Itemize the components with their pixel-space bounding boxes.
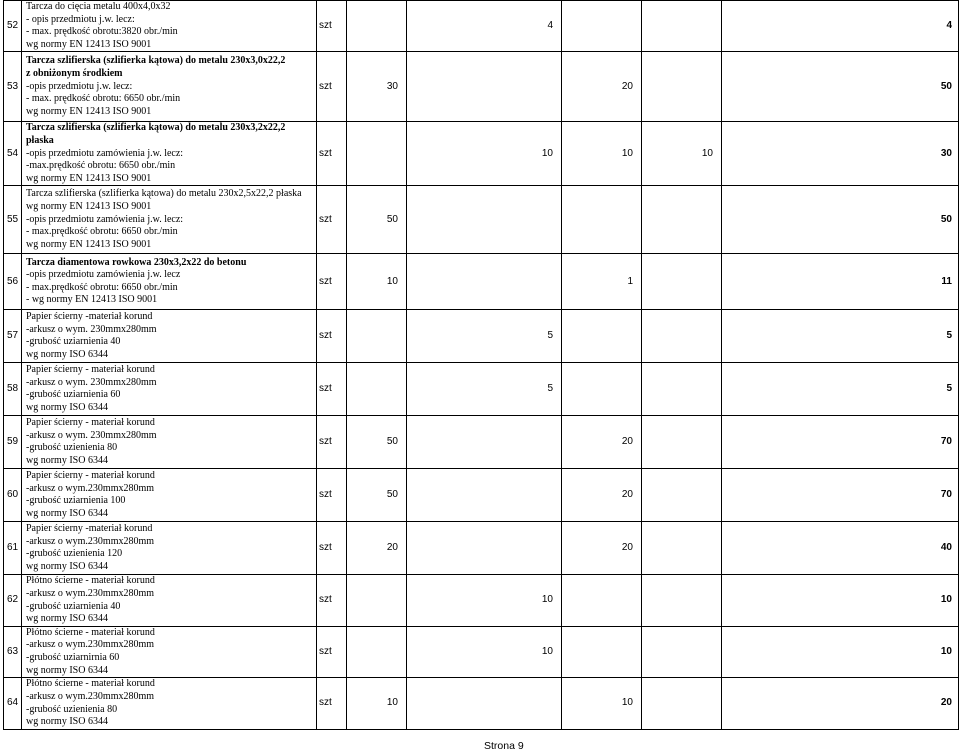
description-line: wg normy ISO 6344 [26, 348, 108, 360]
description-line: -grubość uzienienia 120 [26, 548, 123, 560]
quantity-cell: 10 [347, 254, 407, 310]
quantity-cell: 10 [562, 678, 642, 730]
page-number: Strona 9 [484, 740, 524, 752]
quantity-cell [562, 626, 642, 677]
item-description [22, 522, 317, 575]
description-line: Tarcza szlifierska (szlifierka kątowa) do metalu 230x2,5x22,2 płaska [26, 188, 302, 200]
table-row [4, 363, 959, 416]
quantity-cell [347, 363, 407, 416]
quantity-cell: 20 [562, 469, 642, 522]
description-line: wg normy EN 12413 ISO 9001 [26, 38, 152, 50]
table-row [4, 310, 959, 363]
quantity-cell: 50 [347, 469, 407, 522]
unit-cell: szt [317, 1, 347, 52]
row-number: 61 [4, 522, 22, 575]
row-number: 52 [4, 1, 22, 52]
row-number: 57 [4, 310, 22, 363]
unit-cell: szt [317, 522, 347, 575]
description-line: -arkusz o wym.230mmx280mm [26, 482, 155, 494]
quantity-cell [642, 522, 722, 575]
item-description [22, 52, 317, 122]
description-line: - max. prędkość obrotu:3820 obr./min [26, 26, 178, 38]
unit-cell: szt [317, 469, 347, 522]
description-line: wg normy EN 12413 ISO 9001 [26, 238, 152, 250]
total-cell: 40 [722, 522, 959, 575]
quantity-cell [407, 522, 562, 575]
row-number: 59 [4, 416, 22, 469]
quantity-cell: 10 [347, 678, 407, 730]
description-line: z obniżonym środkiem [26, 67, 123, 79]
quantity-cell [407, 416, 562, 469]
description-line: -max.prędkość obrotu: 6650 obr./min [26, 160, 176, 172]
quantity-cell: 10 [562, 122, 642, 186]
quantity-cell [642, 254, 722, 310]
total-cell: 10 [722, 575, 959, 626]
description-line: -arkusz o wym.230mmx280mm [26, 587, 155, 599]
quantity-cell: 50 [347, 186, 407, 254]
quantity-cell: 10 [407, 122, 562, 186]
total-cell: 70 [722, 469, 959, 522]
unit-cell: szt [317, 310, 347, 363]
quantity-cell: 10 [407, 626, 562, 677]
unit-cell: szt [317, 626, 347, 677]
table-row [4, 122, 959, 186]
description-line: -opis przedmiotu j.w. lecz: [26, 80, 133, 92]
description-line: -opis przedmiotu zamówienia j.w. lecz [26, 269, 181, 281]
item-description [22, 310, 317, 363]
unit-cell: szt [317, 363, 347, 416]
item-description [22, 469, 317, 522]
total-cell: 30 [722, 122, 959, 186]
unit-cell: szt [317, 678, 347, 730]
quantity-cell [642, 416, 722, 469]
description-line: -grubość uziarnienia 60 [26, 389, 121, 401]
description-line: Płótno ścierne - materiał korund [26, 575, 155, 587]
table-row [4, 52, 959, 122]
quantity-cell [642, 469, 722, 522]
quantity-cell: 10 [642, 122, 722, 186]
quantity-cell [642, 678, 722, 730]
quantity-cell [562, 363, 642, 416]
item-description [22, 122, 317, 186]
quantity-cell [347, 1, 407, 52]
description-line: Tarcza szlifierska (szlifierka kątowa) do metalu 230x3,0x22,2 [26, 55, 286, 67]
item-description [22, 254, 317, 310]
quantity-cell [642, 310, 722, 363]
table-row [4, 575, 959, 626]
description-line: wg normy ISO 6344 [26, 716, 108, 728]
description-line: -arkusz o wym.230mmx280mm [26, 535, 155, 547]
quantity-cell [407, 469, 562, 522]
description-line: wg normy ISO 6344 [26, 664, 108, 676]
description-line: wg normy EN 12413 ISO 9001 [26, 105, 152, 117]
description-line: - opis przedmiotu j.w. lecz: [26, 13, 135, 25]
description-line: -opis przedmiotu zamówienia j.w. lecz: [26, 147, 184, 159]
description-line: -arkusz o wym. 230mmx280mm [26, 429, 157, 441]
table-row [4, 678, 959, 730]
description-line: wg normy ISO 6344 [26, 454, 108, 466]
unit-cell: szt [317, 254, 347, 310]
description-line: -grubość uziarnienia 40 [26, 336, 121, 348]
total-cell: 70 [722, 416, 959, 469]
description-line: Tarcza diamentowa rowkowa 230x3,2x22 do betonu [26, 256, 247, 268]
description-line: wg normy ISO 6344 [26, 507, 108, 519]
total-cell: 5 [722, 310, 959, 363]
unit-cell: szt [317, 122, 347, 186]
description-line: Papier ścierny - materiał korund [26, 470, 155, 482]
table-row [4, 254, 959, 310]
description-line: Płótno ścierne - materiał korund [26, 626, 155, 638]
row-number: 63 [4, 626, 22, 677]
quantity-cell: 30 [347, 52, 407, 122]
quantity-cell [562, 186, 642, 254]
quantity-cell [562, 575, 642, 626]
description-line: wg normy ISO 6344 [26, 401, 108, 413]
description-line: wg normy ISO 6344 [26, 560, 108, 572]
quantity-cell: 20 [562, 416, 642, 469]
quantity-cell [642, 1, 722, 52]
table-row [4, 1, 959, 52]
total-cell: 4 [722, 1, 959, 52]
table-row [4, 522, 959, 575]
quantity-cell [642, 52, 722, 122]
description-line: - max. prędkość obrotu: 6650 obr./min [26, 93, 181, 105]
item-description [22, 186, 317, 254]
description-line: Papier ścierny - materiał korund [26, 364, 155, 376]
description-line: Papier ścierny -materiał korund [26, 523, 153, 535]
row-number: 53 [4, 52, 22, 122]
item-description [22, 575, 317, 626]
quantity-cell [407, 254, 562, 310]
description-line: -grubość uziarnienia 100 [26, 495, 126, 507]
table-row [4, 416, 959, 469]
quantity-cell: 50 [347, 416, 407, 469]
total-cell: 10 [722, 626, 959, 677]
row-number: 64 [4, 678, 22, 730]
quantity-cell [347, 122, 407, 186]
quantity-cell: 20 [562, 52, 642, 122]
unit-cell: szt [317, 186, 347, 254]
quantity-cell [407, 678, 562, 730]
description-line: -arkusz o wym.230mmx280mm [26, 691, 155, 702]
quantity-cell [562, 310, 642, 363]
item-description [22, 626, 317, 677]
description-line: -arkusz o wym. 230mmx280mm [26, 376, 157, 388]
description-line: -grubość uziarnirnia 60 [26, 651, 120, 663]
description-line: Płótno ścierne - materiał korund [26, 678, 155, 690]
description-line: Tarcza do cięcia metalu 400x4,0x32 [26, 1, 171, 12]
description-line: płaska [26, 134, 54, 146]
row-number: 56 [4, 254, 22, 310]
quantity-cell: 10 [407, 575, 562, 626]
row-number: 60 [4, 469, 22, 522]
total-cell: 11 [722, 254, 959, 310]
description-line: -arkusz o wym. 230mmx280mm [26, 323, 157, 335]
total-cell: 50 [722, 52, 959, 122]
quantity-cell [642, 363, 722, 416]
row-number: 55 [4, 186, 22, 254]
item-description [22, 363, 317, 416]
quantity-cell [562, 1, 642, 52]
description-line: - wg normy EN 12413 ISO 9001 [26, 294, 158, 306]
row-number: 54 [4, 122, 22, 186]
description-line: - max.prędkość obrotu: 6650 obr./min [26, 226, 178, 238]
description-line: wg normy ISO 6344 [26, 613, 108, 625]
unit-cell: szt [317, 575, 347, 626]
description-line: Papier ścierny -materiał korund [26, 311, 153, 323]
unit-cell: szt [317, 52, 347, 122]
total-cell: 20 [722, 678, 959, 730]
items-table [3, 0, 959, 730]
item-description [22, 1, 317, 52]
item-description [22, 416, 317, 469]
description-line: -arkusz o wym.230mmx280mm [26, 639, 155, 651]
description-line: wg normy EN 12413 ISO 9001 [26, 172, 152, 184]
quantity-cell [407, 52, 562, 122]
description-line: Tarcza szlifierska (szlifierka kątowa) do metalu 230x3,2x22,2 [26, 122, 286, 134]
description-line: - max.prędkość obrotu: 6650 obr./min [26, 281, 178, 293]
total-cell: 5 [722, 363, 959, 416]
quantity-cell [347, 575, 407, 626]
row-number: 62 [4, 575, 22, 626]
quantity-cell: 4 [407, 1, 562, 52]
quantity-cell [407, 186, 562, 254]
description-line: wg normy EN 12413 ISO 9001 [26, 200, 152, 212]
description-line: -grubość uziarnienia 40 [26, 600, 121, 612]
description-line: -grubość uzienienia 80 [26, 442, 118, 454]
quantity-cell: 20 [347, 522, 407, 575]
description-line: -opis przedmiotu zamówienia j.w. lecz: [26, 213, 184, 225]
quantity-cell [347, 626, 407, 677]
row-number: 58 [4, 363, 22, 416]
unit-cell: szt [317, 416, 347, 469]
quantity-cell [642, 626, 722, 677]
quantity-cell [642, 186, 722, 254]
table-row [4, 186, 959, 254]
description-line: -grubość uzienienia 80 [26, 703, 118, 715]
quantity-cell [347, 310, 407, 363]
description-line: Papier ścierny - materiał korund [26, 417, 155, 429]
item-description [22, 678, 317, 730]
table-row [4, 469, 959, 522]
quantity-cell: 5 [407, 310, 562, 363]
quantity-cell: 5 [407, 363, 562, 416]
quantity-cell: 20 [562, 522, 642, 575]
quantity-cell [642, 575, 722, 626]
quantity-cell: 1 [562, 254, 642, 310]
total-cell: 50 [722, 186, 959, 254]
table-row [4, 626, 959, 677]
